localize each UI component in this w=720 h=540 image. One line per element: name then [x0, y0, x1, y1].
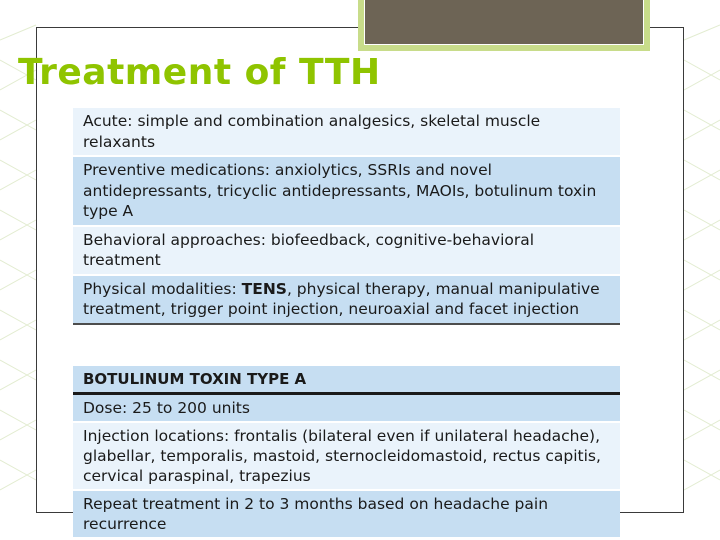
treatment-row-physical: [73, 276, 620, 323]
botulinum-row-dose: Dose: 25 to 200 units: [73, 395, 620, 423]
treatment-table: [73, 107, 620, 325]
treatment-table-bottom-rule: [73, 323, 620, 325]
botulinum-table: [73, 366, 620, 537]
botulinum-row-repeat: Repeat treatment in 2 to 3 months based on headache pain recurrence: [73, 491, 620, 537]
botulinum-row-locations: Injection locations: frontalis (bilateral even if unilateral headache), glabellar, temporalis, mastoid, sternocleidomastoid, rectus capitis, cervical paraspinal, trapezius: [73, 423, 620, 491]
physical-text-before: Physical modalities:: [83, 279, 242, 298]
treatment-row-behavioral: Behavioral approaches: biofeedback, cognitive-behavioral treatment: [73, 227, 620, 276]
physical-text-bold: TENS: [241, 279, 287, 298]
slide-title: Treatment of TTH: [18, 52, 381, 93]
decorative-header-box-inner: [364, 0, 644, 45]
treatment-row-acute: Acute: simple and combination analgesics, skeletal muscle relaxants: [73, 108, 620, 157]
treatment-row-preventive: Preventive medications: anxiolytics, SSRIs and novel antidepressants, tricyclic antidepressants, MAOIs, botulinum toxin type A: [73, 157, 620, 227]
botulinum-table-header: BOTULINUM TOXIN TYPE A: [73, 366, 620, 395]
physical-text-after: , physical therapy, manual manipulative treatment, trigger point injection, neuroaxial and facet injection: [83, 279, 600, 318]
decorative-header-box: [358, 0, 650, 51]
